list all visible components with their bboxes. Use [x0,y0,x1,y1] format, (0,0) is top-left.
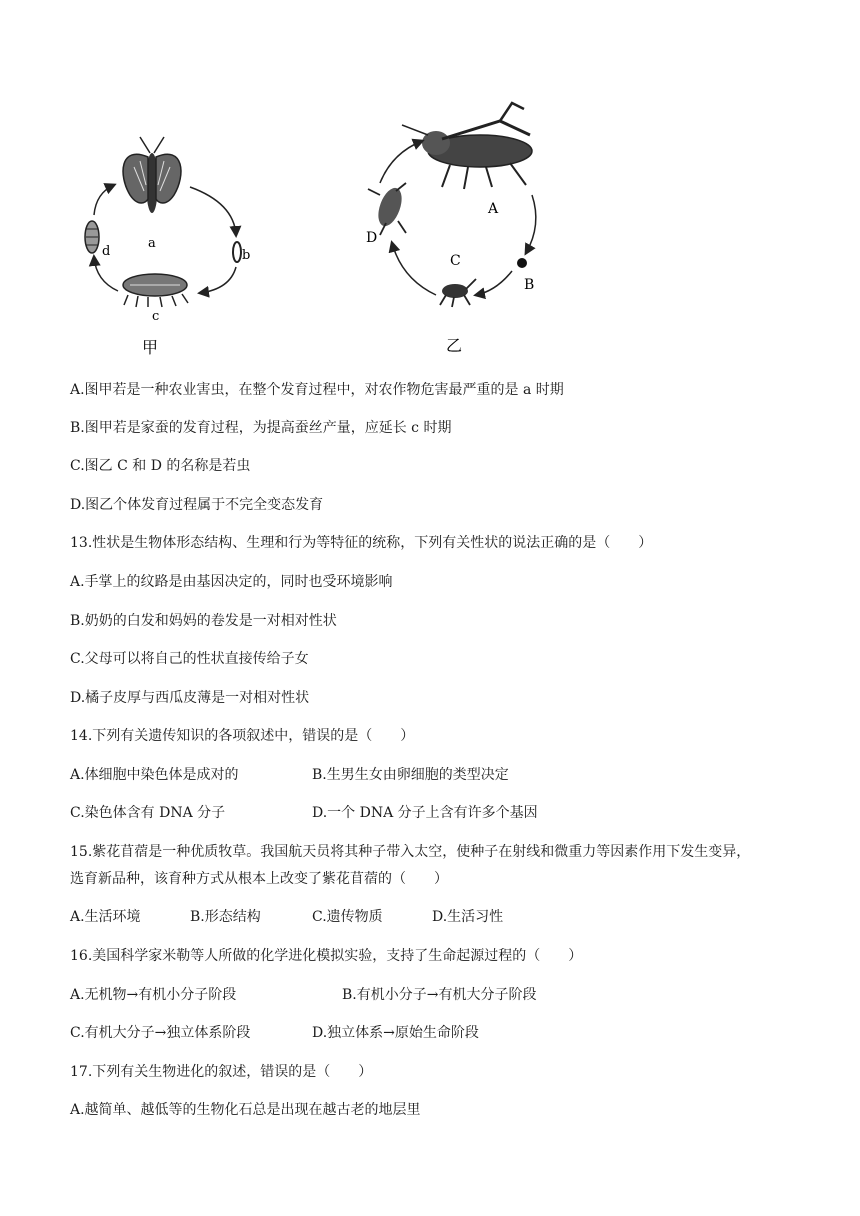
q16-option-a: A.无机物→有机小分子阶段 [70,987,237,1003]
q15-stem-line-1: 15.紫花苜蓿是一种优质牧草。我国航天员将其种子带入太空，使种子在射线和微重力等因素作用下发生变异， [70,844,751,860]
q14-option-b: B.生男生女由卵细胞的类型决定 [312,767,509,783]
label-C: C [450,253,461,269]
q12-option-b: B.图甲若是家蚕的发育过程，为提高蚕丝产量，应延长 c 时期 [70,420,452,436]
q13-option-b: B.奶奶的白发和妈妈的卷发是一对相对性状 [70,613,337,629]
egg-icon [233,242,241,262]
label-b: b [242,248,251,263]
q15-option-c: C.遗传物质 [312,909,383,925]
q15-option-d: D.生活习性 [432,909,504,925]
q17-option-a: A.越简单、越低等的生物化石总是出现在越古老的地层里 [70,1102,421,1118]
q15-option-a: A.生活环境 [70,909,141,925]
moth-adult-icon [123,137,181,213]
cycle-jia [85,137,250,357]
label-A: A [488,201,499,217]
label-B: B [524,277,535,293]
q13-option-a: A.手掌上的纹路是由基因决定的，同时也受环境影响 [70,574,393,590]
q14-option-c: C.染色体含有 DNA 分子 [70,805,226,821]
caption-jia: 甲 [142,338,159,357]
label-d: d [102,244,111,259]
q13-stem: 13.性状是生物体形态结构、生理和行为等特征的统称，下列有关性状的说法正确的是（ ） [70,535,653,551]
q17-stem: 17.下列有关生物进化的叙述，错误的是（ ） [70,1064,373,1080]
q16-option-b: B.有机小分子→有机大分子阶段 [342,987,537,1003]
caption-yi: 乙 [446,336,463,355]
q14-stem: 14.下列有关遗传知识的各项叙述中，错误的是（ ） [70,728,415,744]
q16-option-c: C.有机大分子→独立体系阶段 [70,1025,251,1041]
label-a: a [148,236,156,251]
grasshopper-adult-icon [402,103,532,189]
label-D: D [366,230,378,246]
q16-option-d: D.独立体系→原始生命阶段 [312,1025,479,1041]
nymph-small-icon [440,279,476,307]
nymph-large-icon [368,183,406,235]
pupa-icon [85,221,99,253]
q13-option-d: D.橘子皮厚与西瓜皮薄是一对相对性状 [70,690,310,706]
egg-icon [517,258,527,268]
q14-option-a: A.体细胞中染色体是成对的 [70,767,239,783]
cycle-yi [366,103,536,355]
q15-stem-line-2: 选育新品种，该育种方式从根本上改变了紫花苜蓿的（ ） [70,871,448,887]
label-c: c [152,309,160,324]
life-cycle-figure [80,95,600,365]
larva-icon [123,274,188,307]
q15-option-b: B.形态结构 [190,909,261,925]
life-cycle-diagram [80,95,600,365]
q12-option-a: A.图甲若是一种农业害虫，在整个发育过程中，对农作物危害最严重的是 a 时期 [70,382,564,398]
q13-option-c: C.父母可以将自己的性状直接传给子女 [70,651,309,667]
q12-option-c: C.图乙 C 和 D 的名称是若虫 [70,458,251,474]
q16-stem: 16.美国科学家米勒等人所做的化学进化模拟实验，支持了生命起源过程的（ ） [70,948,583,964]
q12-option-d: D.图乙个体发育过程属于不完全变态发育 [70,497,324,513]
q14-option-d: D.一个 DNA 分子上含有许多个基因 [312,805,538,821]
